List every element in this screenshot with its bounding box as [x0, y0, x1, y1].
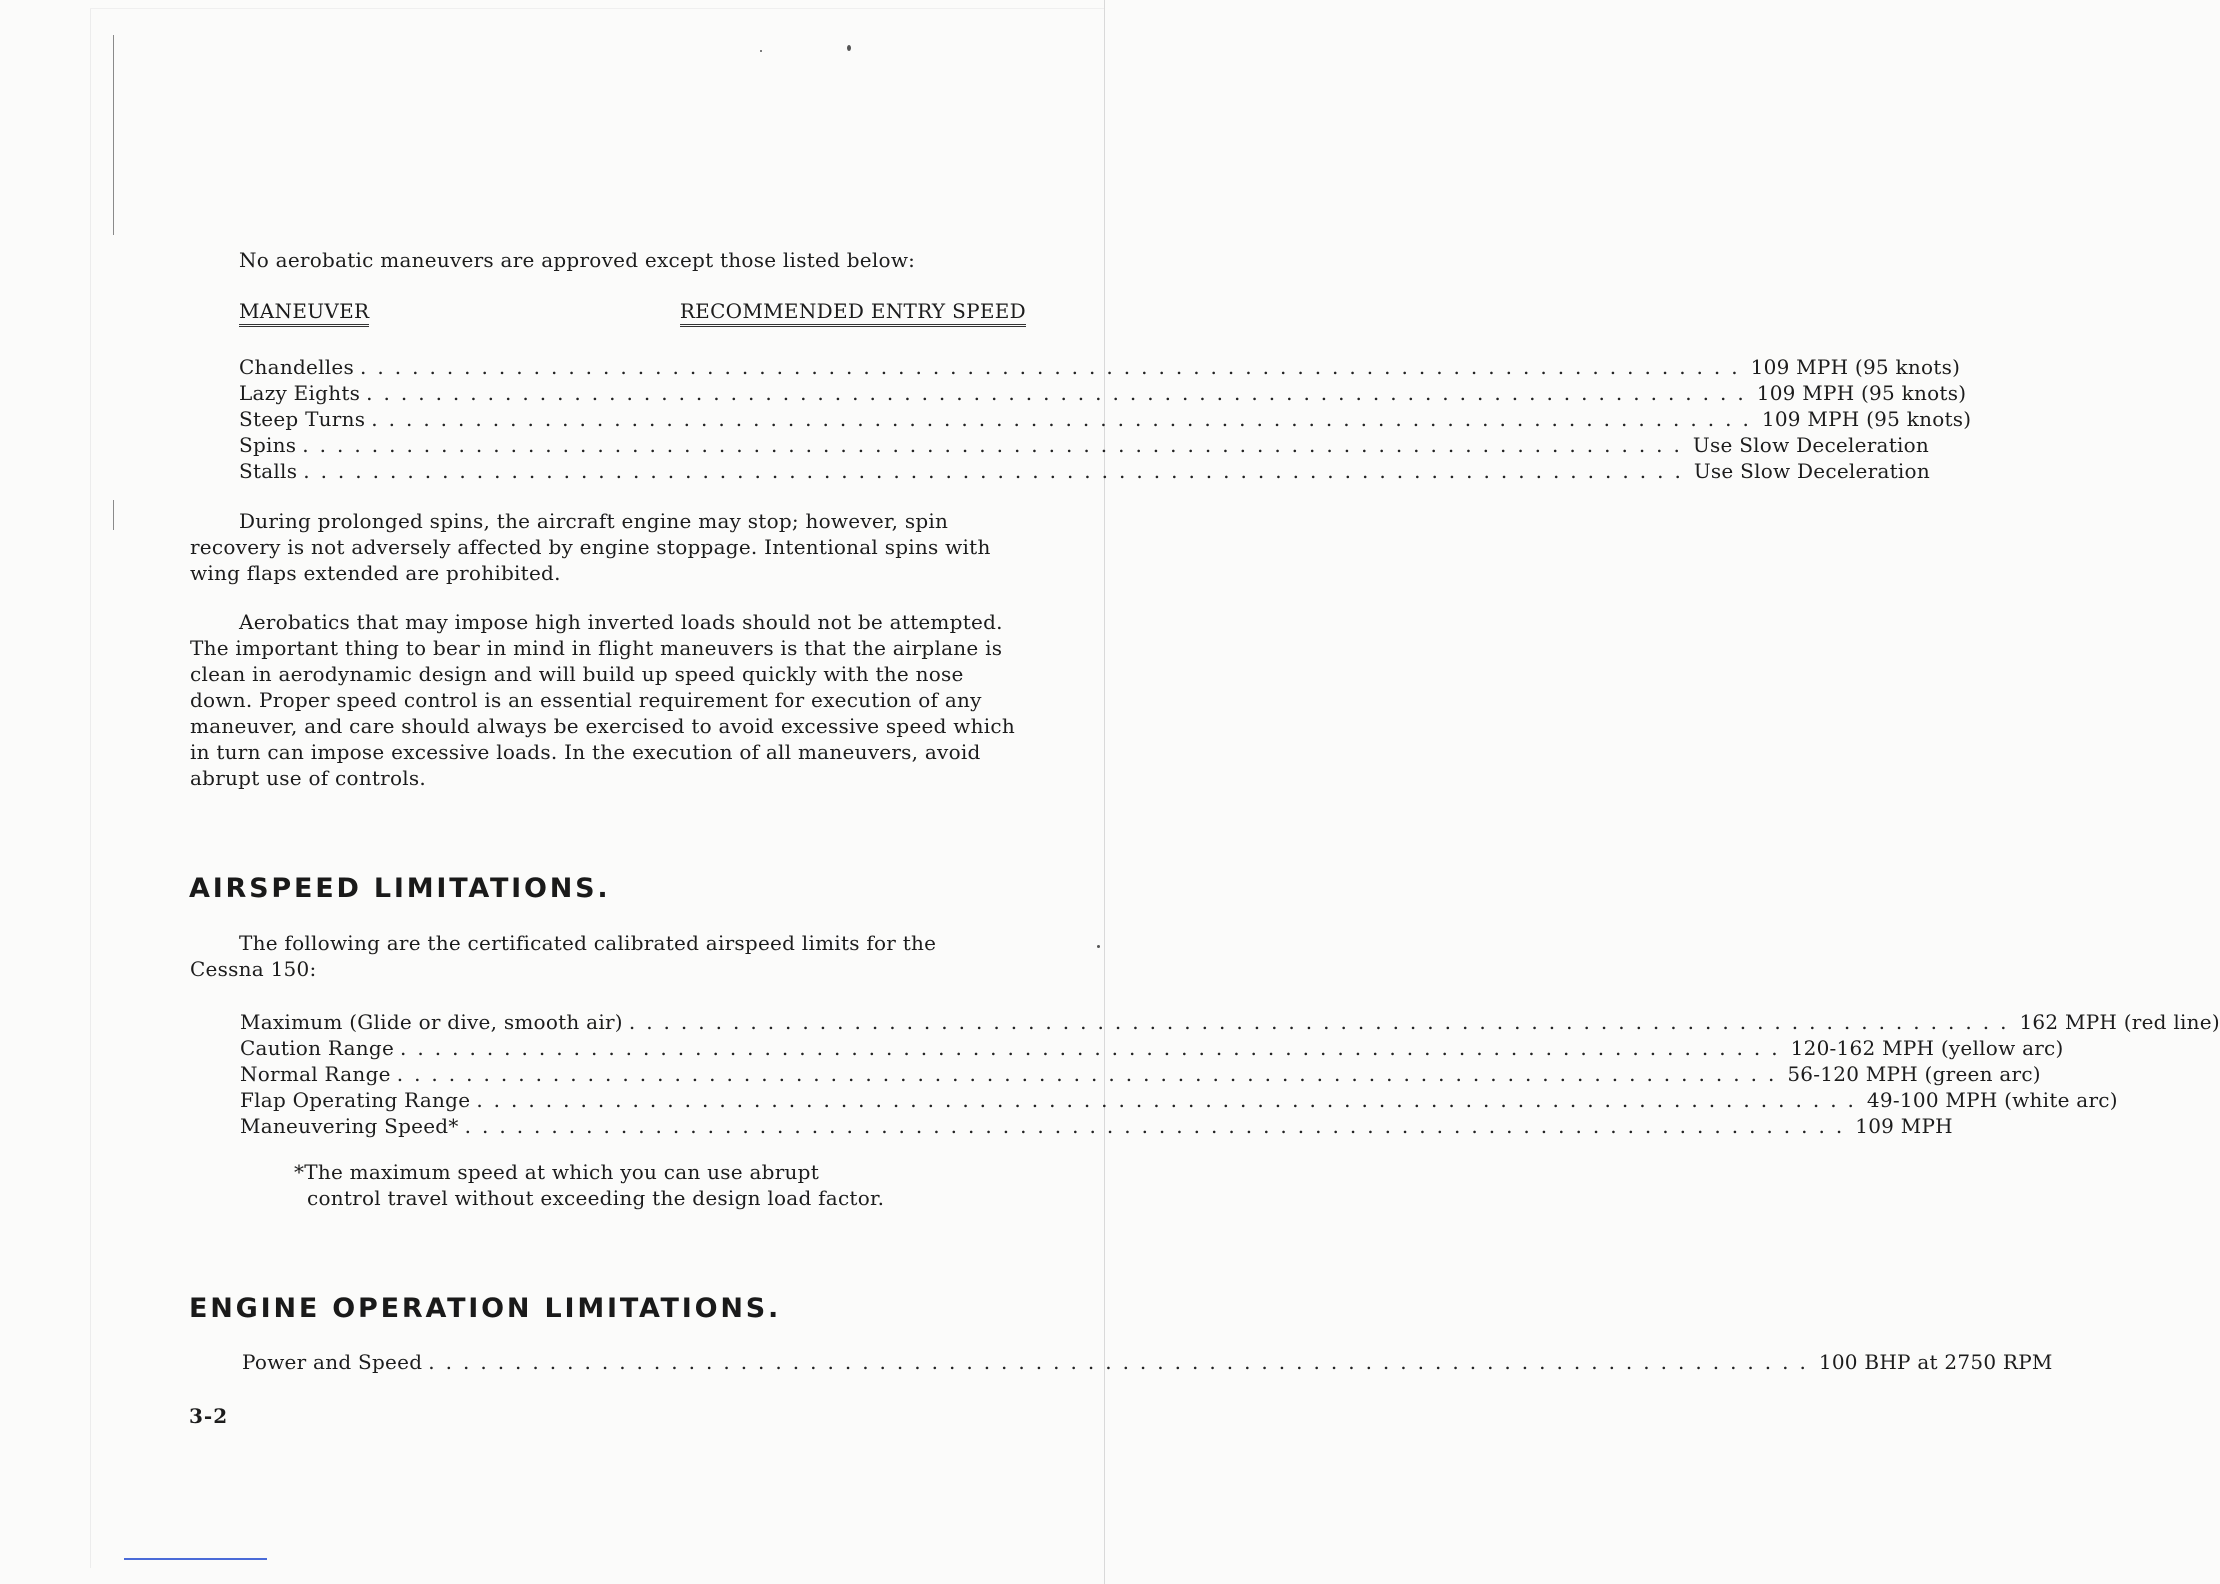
- engine-limit-row: [242, 1349, 2053, 1375]
- binding-mark: [113, 35, 114, 235]
- footnote-line: *The maximum speed at which you can use abrupt: [294, 1160, 819, 1184]
- maneuver-name: Spins: [239, 433, 297, 457]
- dot-leader: ................................................................................: [371, 407, 1760, 431]
- entry-speed: 109 MPH (95 knots): [1756, 381, 1967, 405]
- scan-fleck: [847, 45, 851, 51]
- dot-leader: ................................................................................: [302, 433, 1691, 457]
- maneuver-name: Chandelles: [239, 355, 355, 379]
- dot-leader: ................................................................................: [360, 355, 1749, 379]
- dot-leader: ................................................................................: [428, 1350, 1817, 1374]
- airspeed-limitations-heading: AIRSPEED LIMITATIONS.: [189, 873, 611, 904]
- scan-fleck: [1097, 945, 1100, 948]
- page-edge-right: [1104, 0, 1105, 1584]
- limit-label: Normal Range: [240, 1062, 391, 1086]
- spins-paragraph: During prolonged spins, the aircraft engine may stop; however, spin recovery is not adversely affected by engine stoppage. Intentional spins with wing flaps extended are prohibited.: [190, 509, 991, 585]
- maneuver-column-header: MANEUVER: [239, 298, 369, 324]
- footnote-line: control travel without exceeding the design load factor.: [307, 1186, 885, 1210]
- limit-value: 120-162 MPH (yellow arc): [1790, 1036, 2064, 1060]
- bottom-link-underline: [124, 1558, 267, 1560]
- airspeed-limit-row: [240, 1035, 2064, 1061]
- entry-speed-column-header: RECOMMENDED ENTRY SPEED: [680, 298, 1026, 324]
- maneuver-list: [239, 354, 1972, 484]
- dot-leader: ................................................................................: [464, 1114, 1854, 1138]
- aerobatics-paragraph: Aerobatics that may impose high inverted loads should not be attempted. The important thing to bear in mind in flight maneuvers is that the airplane is clean in aerodynamic design and will build up speed quickly with the nose down. Proper speed control is an essential requirement for execution of any maneuver, and care should always be exercised to avoid excessive speed which in turn can impose excessive loads. In the execution of all maneuvers, avoid abrupt use of controls.: [190, 610, 1016, 790]
- dot-leader: ................................................................................: [303, 459, 1692, 483]
- limit-label: Maneuvering Speed*: [240, 1114, 459, 1138]
- page-edge-top: [90, 8, 1104, 9]
- dot-leader: ................................................................................: [628, 1010, 2018, 1034]
- maneuver-row: [239, 458, 1930, 484]
- dot-leader: ................................................................................: [396, 1062, 1786, 1086]
- airspeed-limit-row: [240, 1061, 2041, 1087]
- limit-value: 162 MPH (red line): [2019, 1010, 2220, 1034]
- limit-label: Flap Operating Range: [240, 1088, 471, 1112]
- maneuvering-speed-footnote: [294, 1159, 934, 1211]
- entry-speed: Use Slow Deceleration: [1693, 459, 1930, 483]
- limit-value: 49-100 MPH (white arc): [1866, 1088, 2118, 1112]
- limit-label: Caution Range: [240, 1036, 395, 1060]
- airspeed-intro-paragraph: The following are the certificated calibrated airspeed limits for the Cessna 150:: [190, 931, 937, 981]
- maneuver-name: Steep Turns: [239, 407, 366, 431]
- entry-speed: Use Slow Deceleration: [1692, 433, 1930, 457]
- airspeed-limit-row: [240, 1009, 2220, 1035]
- entry-speed: 109 MPH (95 knots): [1761, 407, 1972, 431]
- dot-leader: ................................................................................: [400, 1036, 1789, 1060]
- airspeed-limits-list: [240, 1009, 2220, 1139]
- maneuver-row: [239, 354, 1961, 380]
- scan-fleck: [760, 50, 762, 52]
- limit-value: 109 MPH: [1855, 1114, 1953, 1138]
- engine-limits-list: [242, 1349, 2053, 1375]
- maneuver-row: [239, 432, 1930, 458]
- dot-leader: ................................................................................: [476, 1088, 1865, 1112]
- limit-value: 56-120 MPH (green arc): [1787, 1062, 2041, 1086]
- limit-label: Power and Speed: [242, 1350, 423, 1374]
- limit-label: Maximum (Glide or dive, smooth air): [240, 1010, 623, 1034]
- maneuver-name: Lazy Eights: [239, 381, 361, 405]
- intro-text: No aerobatic maneuvers are approved except those listed below:: [239, 248, 916, 272]
- entry-speed: 109 MPH (95 knots): [1750, 355, 1961, 379]
- maneuver-row: [239, 406, 1972, 432]
- page-edge-left: [90, 8, 91, 1568]
- airspeed-limit-row: [240, 1113, 1953, 1139]
- airspeed-limit-row: [240, 1087, 2118, 1113]
- page-number: 3-2: [189, 1404, 229, 1428]
- engine-operation-limitations-heading: ENGINE OPERATION LIMITATIONS.: [189, 1293, 782, 1324]
- limit-value: 100 BHP at 2750 RPM: [1818, 1350, 2053, 1374]
- maneuver-name: Stalls: [239, 459, 298, 483]
- binding-mark: [113, 500, 114, 530]
- maneuver-row: [239, 380, 1967, 406]
- dot-leader: ................................................................................: [366, 381, 1755, 405]
